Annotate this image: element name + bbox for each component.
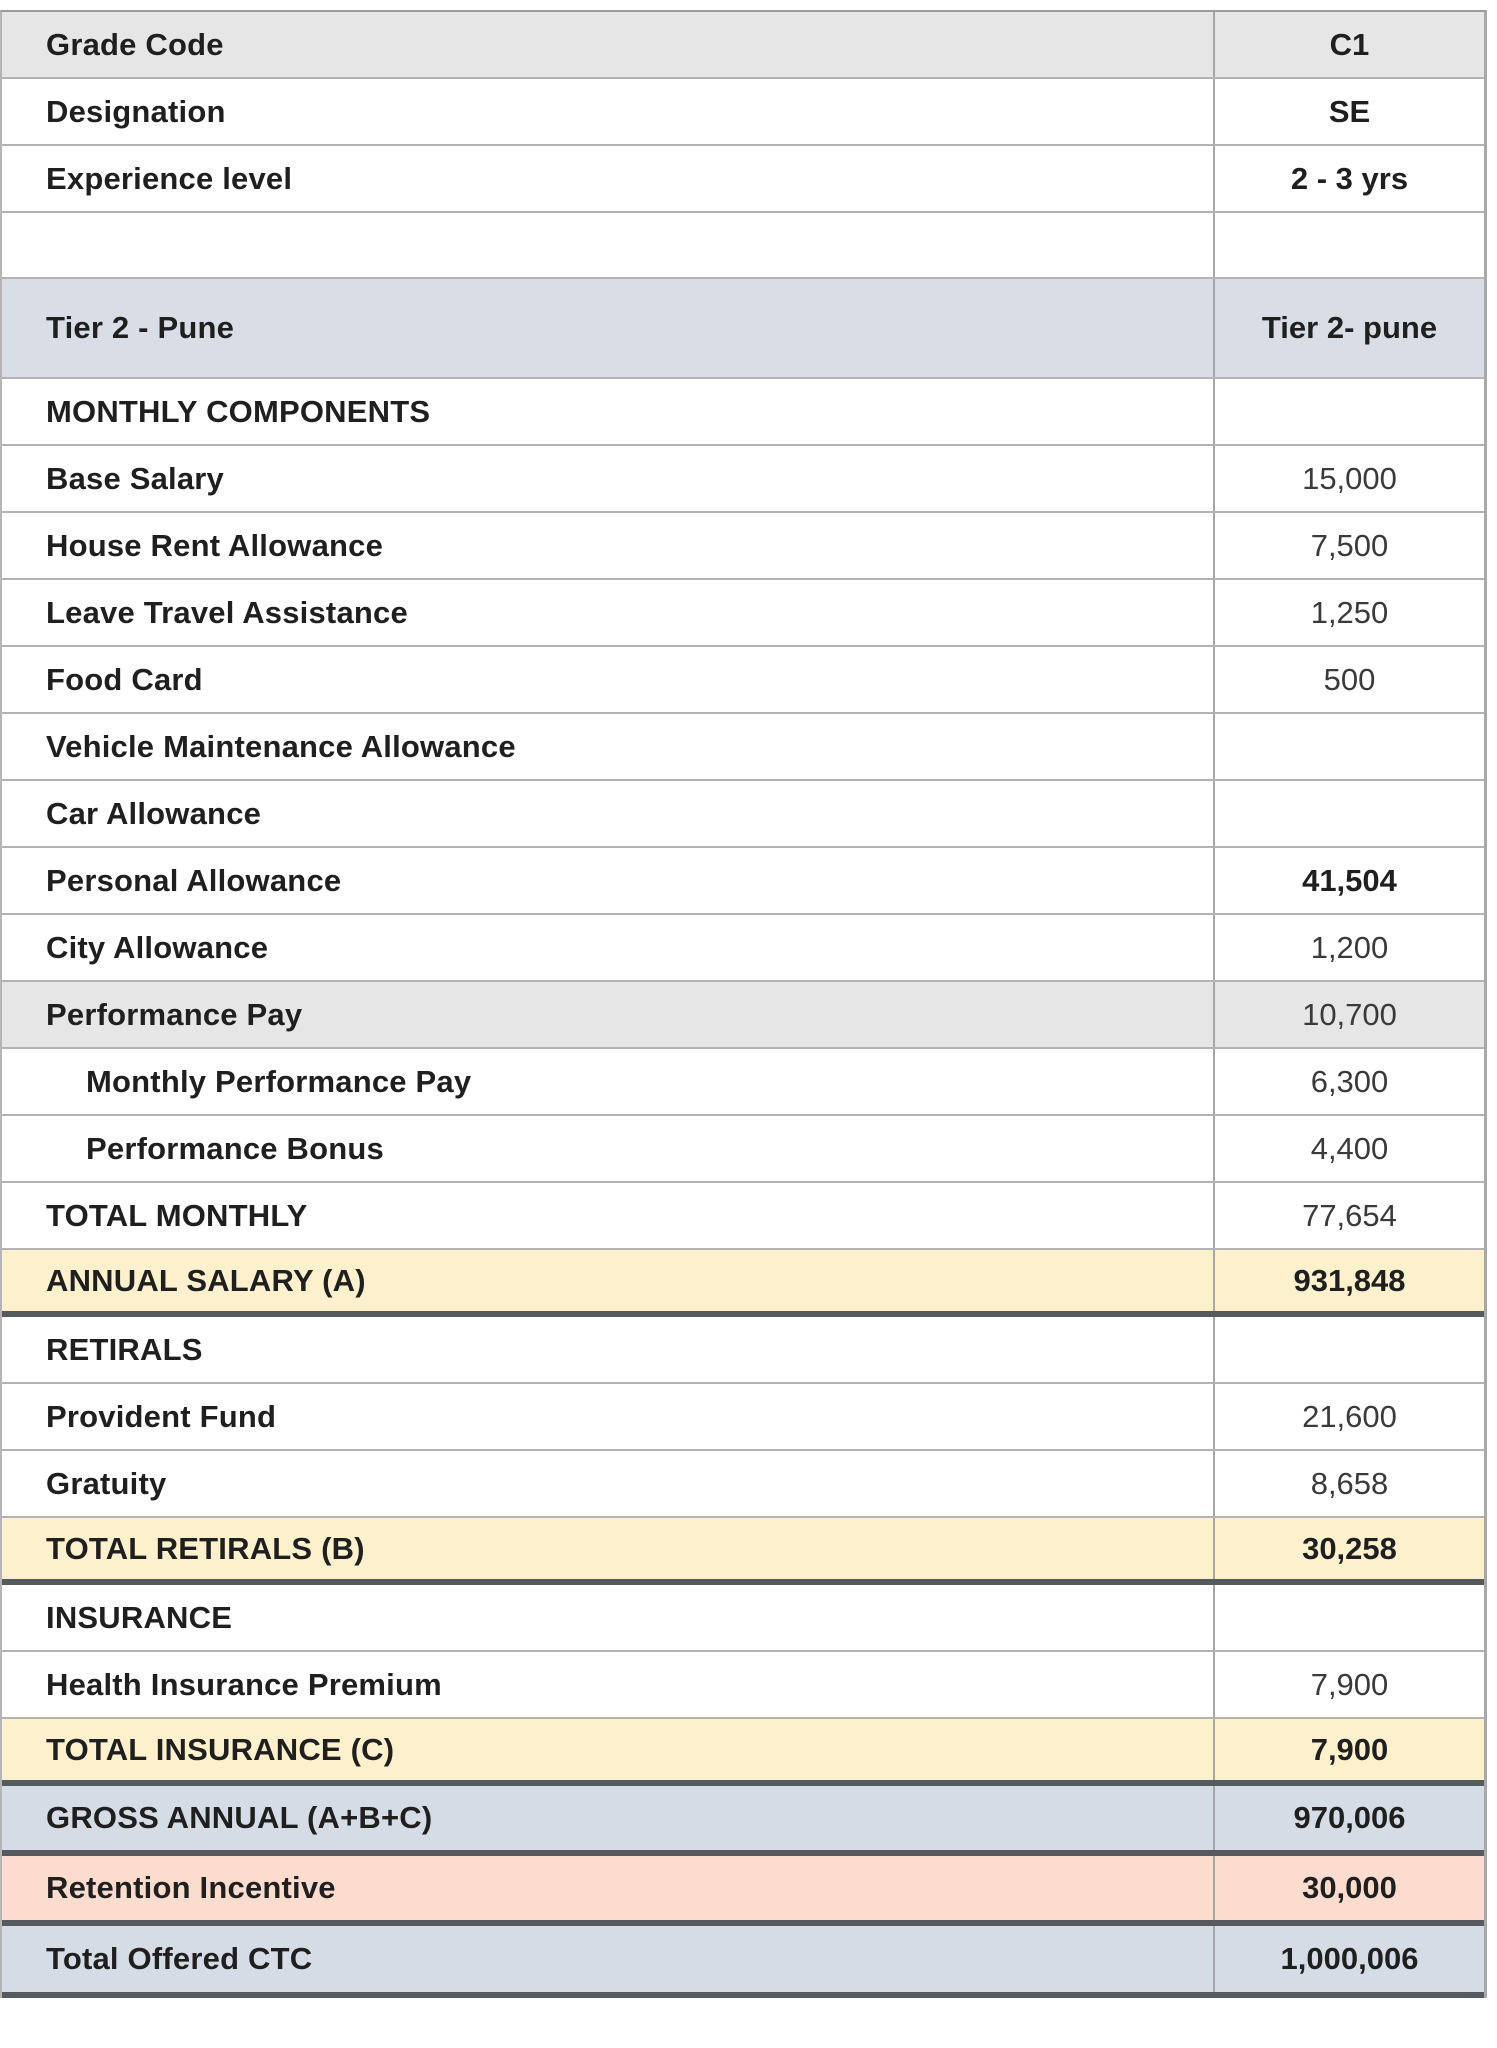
table-row-health-insurance [2,1652,1484,1719]
row-value: 15,000 [1302,460,1397,496]
table-row-total-monthly [2,1183,1484,1250]
table-row-total-offered-ctc [2,1926,1484,1998]
section-label: RETIRALS [2,1317,1215,1382]
row-value: 8,658 [1310,1465,1389,1501]
row-value: 30,000 [1302,1870,1397,1905]
section-header-monthly [2,379,1484,446]
row-value: 41,504 [1302,862,1397,898]
row-label: Performance Pay [2,982,1215,1047]
table-row-retention-incentive [2,1856,1484,1926]
row-label: Tier 2 - Pune [2,279,1215,377]
section-header-insurance [2,1585,1484,1652]
table-row-hra [2,513,1484,580]
row-value: C1 [1329,26,1370,62]
row-value: 4,400 [1310,1130,1389,1166]
row-value-empty [1215,213,1484,277]
row-label: Base Salary [2,446,1215,511]
row-label: City Allowance [2,915,1215,980]
row-label: Grade Code [2,12,1215,77]
row-label: Retention Incentive [2,1856,1215,1920]
table-row-performance-bonus [2,1116,1484,1183]
row-label: TOTAL MONTHLY [2,1183,1215,1248]
row-label: Performance Bonus [2,1116,1215,1181]
row-value: 931,848 [1293,1262,1406,1298]
table-row-gross-annual [2,1786,1484,1856]
row-label: Personal Allowance [2,848,1215,913]
salary-structure-table [0,10,1487,1998]
row-label: Monthly Performance Pay [2,1049,1215,1114]
row-label: Designation [2,79,1215,144]
row-value: 7,500 [1310,527,1389,563]
row-label: House Rent Allowance [2,513,1215,578]
row-value: 1,200 [1310,929,1389,965]
row-label: Gratuity [2,1451,1215,1516]
row-value: 7,900 [1310,1731,1389,1767]
table-row-city-allowance [2,915,1484,982]
row-label-empty [2,213,1215,277]
row-label: Experience level [2,146,1215,211]
row-value: 21,600 [1302,1398,1397,1434]
table-row-empty [2,213,1484,279]
column-header-value: Tier 2- pune [1261,310,1438,345]
section-label: INSURANCE [2,1585,1215,1650]
row-label: Car Allowance [2,781,1215,846]
table-row-total-retirals [2,1518,1484,1585]
table-row-gratuity [2,1451,1484,1518]
row-label: Food Card [2,647,1215,712]
table-row-designation [2,79,1484,146]
row-label: Vehicle Maintenance Allowance [2,714,1215,779]
row-value-empty [1215,379,1484,444]
table-row-performance-pay [2,982,1484,1049]
row-value-empty [1215,1317,1484,1382]
row-label: Leave Travel Assistance [2,580,1215,645]
row-value [1215,714,1484,779]
row-value: 1,000,006 [1280,1941,1419,1976]
row-value: 970,006 [1293,1800,1406,1835]
table-row-food-card [2,647,1484,714]
row-value: 30,258 [1302,1530,1397,1566]
table-row-monthly-performance-pay [2,1049,1484,1116]
row-value: 10,700 [1302,996,1397,1032]
row-value-empty [1215,1585,1484,1650]
table-row-car-allowance [2,781,1484,848]
table-row-personal-allowance [2,848,1484,915]
table-row-provident-fund [2,1384,1484,1451]
row-value: SE [1328,93,1371,129]
table-row-grade-code [2,12,1484,79]
row-label: Health Insurance Premium [2,1652,1215,1717]
table-row-location [2,279,1484,379]
row-value: 2 - 3 yrs [1290,160,1409,196]
table-row-experience [2,146,1484,213]
row-label: Total Offered CTC [2,1926,1215,1992]
row-value: 7,900 [1310,1666,1389,1702]
table-row-base-salary [2,446,1484,513]
row-value: 6,300 [1310,1063,1389,1099]
row-label: ANNUAL SALARY (A) [2,1250,1215,1311]
row-value [1215,781,1484,846]
table-row-annual-salary [2,1250,1484,1317]
row-label: GROSS ANNUAL (A+B+C) [2,1786,1215,1850]
row-value: 500 [1323,661,1376,697]
row-label: TOTAL INSURANCE (C) [2,1719,1215,1780]
row-label: TOTAL RETIRALS (B) [2,1518,1215,1579]
table-row-vehicle-maintenance [2,714,1484,781]
row-label: Provident Fund [2,1384,1215,1449]
row-value: 77,654 [1302,1197,1397,1233]
table-row-total-insurance [2,1719,1484,1786]
row-value: 1,250 [1310,594,1389,630]
table-row-lta [2,580,1484,647]
section-header-retirals [2,1317,1484,1384]
section-label: MONTHLY COMPONENTS [2,379,1215,444]
